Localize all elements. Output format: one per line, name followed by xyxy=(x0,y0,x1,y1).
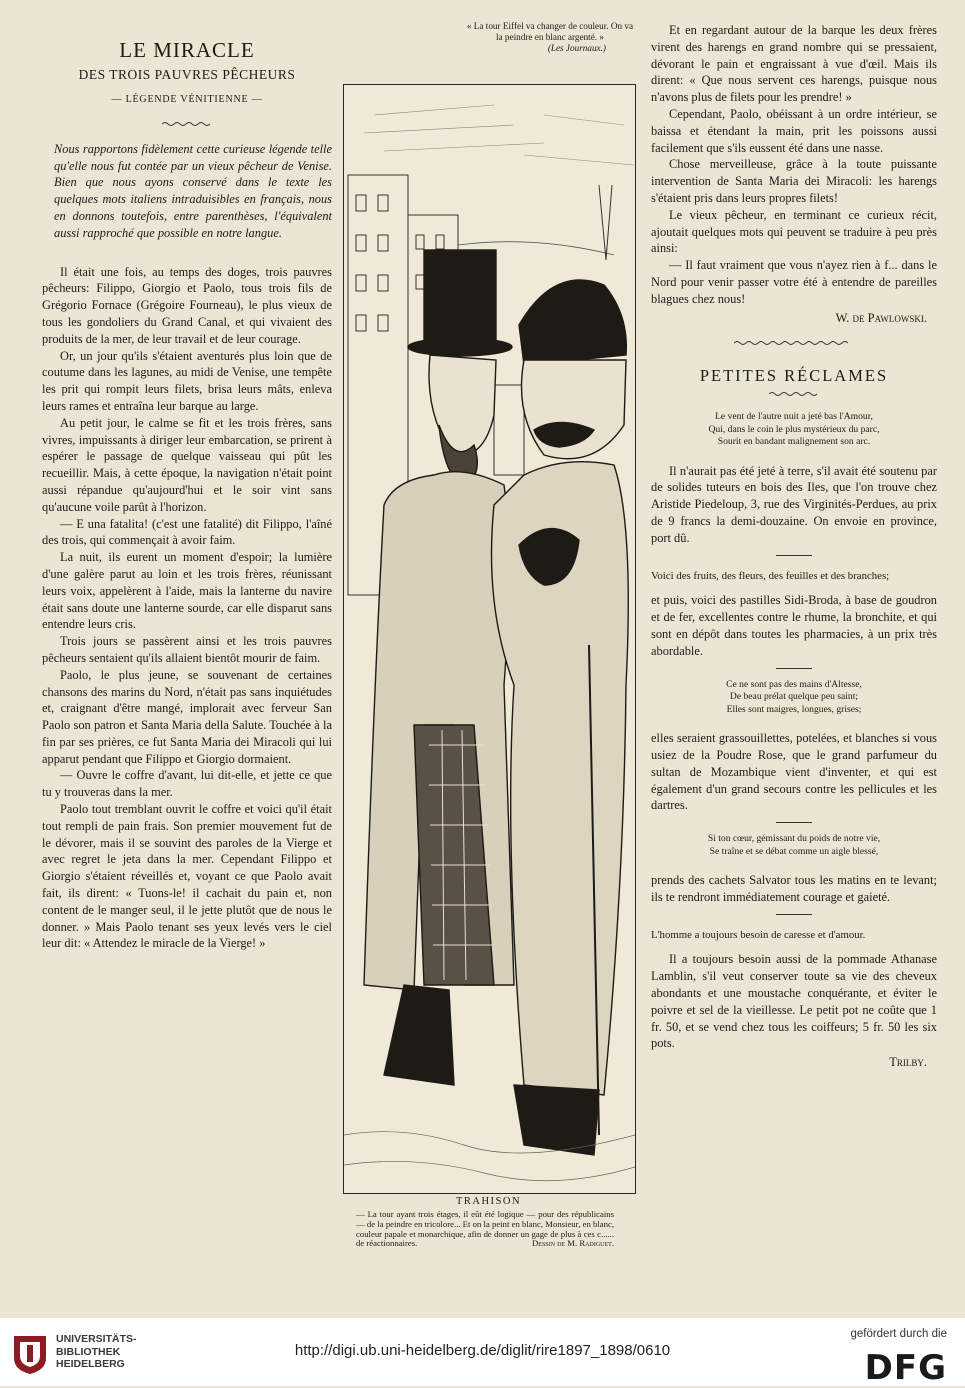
body-paragraph: Il était une fois, au temps des doges, trois pauvres pêcheurs: Filippo, Giorgio et Paolo, tous trois fils de Grégorio Fornace (Grégoire Fourneau), le plus vieux de tous les gondoliers du Grand Canal, et qui vivaient des produits de la mer, de leur travail et de leur courage. xyxy=(42,264,332,346)
verse-block xyxy=(651,679,937,717)
cartoon-title: TRAHISON xyxy=(455,1196,522,1207)
squiggle-divider xyxy=(734,340,854,346)
article-kicker: — LÉGENDE VÉNITIENNE — xyxy=(111,94,263,105)
body-paragraph: Cependant, Paolo, obéissant à un ordre intérieur, se baissa et étendant la main, prit les poissons aussi facilement que s'ils eussent été dans une nasse. xyxy=(651,106,937,155)
institution-line: BIBLIOTHEK xyxy=(56,1345,121,1358)
caption-credit: Dessin de M. Radiguet. xyxy=(532,1238,614,1249)
body-paragraph: — E una fatalita! (c'est une fatalité) dit Filippo, l'aîné des trois, qui commençait à avoir faim. xyxy=(42,516,332,548)
divider xyxy=(776,668,812,669)
verse-block xyxy=(651,833,937,858)
verse-line: Voici des fruits, des fleurs, des feuilles et des branches; xyxy=(651,569,890,582)
body-paragraph: — Il faut vraiment que vous n'ayez rien à f... dans le Nord pour venir passer votre été à entendre de pareilles blagues chez nous! xyxy=(651,258,937,306)
author-signature: W. de Pawlowski. xyxy=(835,310,927,325)
caption-text: — La tour ayant trois étages, il eût été logique — pour des républicains — de la peindre en tricolore... Et on la peint en blanc, Monsieur, en blanc, couleur papale et monarchique, afin de donner un gage de plus à ces c...... de réactionnaires. xyxy=(356,1209,614,1249)
verse-line: De beau prélat quelque peu saint; xyxy=(729,691,859,703)
advert-paragraph: prends des cachets Salvator tous les matins en te levant; ils te rendront immédiatement courage et gaieté. xyxy=(651,873,937,904)
right-column xyxy=(651,22,937,1071)
dfg-logo: DFG xyxy=(864,1348,947,1388)
squiggle-ornament xyxy=(162,121,212,127)
permalink[interactable]: http://digi.ub.uni-heidelberg.de/diglit/rire1897_1898/0610 xyxy=(294,1342,671,1359)
epigraph-text: « La tour Eiffel va changer de couleur. On va la peindre en blanc argenté. » xyxy=(466,21,634,42)
advert-paragraph: Il a toujours besoin aussi de la pommade Athanase Lamblin, s'il veut conserver toute sa vie des cheveux abondants et une moustache conquérante, et éviter le poivre et sel de la vieillesse. Le petit pot ne coûte que 1 fr. 50, et se vend chez tous les coiffeurs; 5 fr. 50 les six pots. xyxy=(651,952,937,1051)
body-paragraph: Paolo, le plus jeune, se souvenant de certaines chansons des marins du Nord, n'était pas sans inquiétudes et, craignant d'être mangé, implorait avec ferveur San Paolo son patron et Santa Maria della Salute. Touchée à la fin par ses prières, ce fut Santa Maria dei Miracoli qui lui apparut pendant que Filippo et Giorgio dormaient. xyxy=(42,667,332,766)
verse-block xyxy=(651,411,937,449)
digitization-footer xyxy=(0,1318,965,1386)
cartoon-illustration xyxy=(343,84,636,1194)
institution-line: UNIVERSITÄTS- xyxy=(56,1333,137,1345)
body-paragraph: Le vieux pêcheur, en terminant ce curieux récit, ajoutait quelques mots qui peuvent se traduire à peu près ainsi: xyxy=(651,207,937,256)
verse-line: L'homme a toujours besoin de caresse et d'amour. xyxy=(651,928,866,941)
squiggle-ornament xyxy=(769,391,819,397)
verse-line: Ce ne sont pas des mains d'Altesse, xyxy=(726,678,862,690)
cartoon-caption xyxy=(356,1210,614,1249)
article-continuation xyxy=(651,22,937,308)
left-column xyxy=(42,36,332,952)
article-body xyxy=(42,264,332,953)
verse-line: Le vent de l'autre nuit a jeté bas l'Amour, xyxy=(715,411,873,423)
verse-line: Sourit en bandant malignement son arc. xyxy=(717,436,871,448)
body-paragraph: Or, un jour qu'ils s'étaient aventurés plus loin que de coutume dans les lagunes, au midi de Venise, une tempête les prit qui rompit leurs filets, brisa leurs mâts, enleva leurs rames et entraîna leur barque au large. xyxy=(42,348,332,413)
institution-line: HEIDELBERG xyxy=(56,1358,125,1370)
divider xyxy=(776,914,812,915)
advert-paragraph: et puis, voici des pastilles Sidi-Broda, à base de goudron et de fer, excellentes contre le rhume, la bronchite, et qui sont en dépôt dans toutes les pharmacies, à un prix très abordable. xyxy=(651,593,937,658)
article-subtitle: DES TROIS PAUVRES PÊCHEURS xyxy=(78,67,296,82)
verse-line: Si ton cœur, gémissant du poids de notre vie, xyxy=(707,833,881,845)
section-title: PETITES RÉCLAMES xyxy=(699,366,889,386)
verse-line: Qui, dans le coin le plus mystérieux du parc, xyxy=(708,423,880,435)
article-title: LE MIRACLE xyxy=(119,38,255,62)
epigraph-source: (Les Journaux.) xyxy=(547,42,606,53)
funding-note: gefördert durch die xyxy=(850,1328,947,1340)
author-signature: Trilby. xyxy=(889,1055,927,1070)
body-paragraph: Trois jours se passèrent ainsi et les trois pauvres pêcheurs sentaient qu'ils allaient bientôt mourir de faim. xyxy=(42,634,332,665)
body-paragraph: Au petit jour, le calme se fit et les trois frères, sans vivres, impuissants à diriger leur embarcation, se prirent à espérer le passage de quelque vaisseau qui pût les recueillir. Mais, à cette époque, la navigation n'était point aussi répandue qu'aujourd'hui et le soir vint sans qu'aucune voile parût à l'horizon. xyxy=(42,415,332,514)
cartoon-drawing xyxy=(344,85,635,1193)
divider xyxy=(776,822,812,823)
body-paragraph: Paolo tout tremblant ouvrit le coffre et voici qu'il était tout rempli de pain frais. Son premier mouvement fut de le dévorer, mais il se souvint des paroles de la Vierge et avec regret le jeta dans la mer. Cependant Filippo et Giorgio s'étaient réveillés et, voyant ce que Paolo avait fait, ils dirent: « Tuons-le! il cachait du pain et, non content de le manger seul, il le jette plutôt que de nous le donner. » Mais Paolo tenant ses yeux levés vers le ciel leur dit: « Attendez le miracle de la Vierge! » xyxy=(42,802,332,951)
intro-text: Nous rapportons fidèlement cette curieuse légende telle qu'elle nous fut contée par un vieux pêcheur de Venise. Bien que nous ayons conservé dans le texte les quelques mots italiens intraduisibles en français, nous en donnons toutefois, entre parenthèses, l'équivalent aussi rapproché que possible en notre langue. xyxy=(54,141,332,240)
divider xyxy=(776,555,812,556)
verse-line: Se traîne et se débat comme un aigle blessé, xyxy=(709,845,879,857)
body-paragraph: La nuit, ils eurent un moment d'espoir; la lumière d'une galère parut au loin et les trois frères, réunissant leurs voix, appelèrent à l'aide, mais la lanterne du navire était sans doute une lanterne sourde, car elle disparut sans entendre leurs cris. xyxy=(42,550,332,632)
figure-stout-man xyxy=(492,280,629,1155)
article-intro xyxy=(42,141,332,242)
verse-line: Elles sont maigres, longues, grises; xyxy=(726,703,862,715)
illustration-epigraph xyxy=(466,21,634,53)
body-paragraph: Chose merveilleuse, grâce à la toute puissante intervention de Santa Maria dei Miracoli: les harengs s'étaient pris dans leurs propres filets! xyxy=(651,157,937,205)
advert-paragraph: Il n'aurait pas été jeté à terre, s'il avait été soutenu par de solides tuteurs en bois des Iles, que l'on trouve chez Aristide Piedeloup, 3, rue des Virginités-Perdues, au prix de 9 francs la demi-douzaine. On envoie en province, port dû. xyxy=(651,463,937,545)
advert-paragraph: elles seraient grassouillettes, potelées, et blanches si vous usiez de la Poudre Rose, que le grand parfumeur du sultan de Mozambique vient d'inventer, et qui est également d'un grand secours contre les pellicules et les dartres. xyxy=(651,731,937,813)
figure-tall-man xyxy=(364,250,514,1085)
body-paragraph: Et en regardant autour de la barque les deux frères virent des harengs en grand nombre qui se pressaient, dévorant le pain et engraissant à vue d'œil. Mais ils dirent: « Que nous servent ces harengs, puisque nous n'avons plus de filets pour les prendre! » xyxy=(651,23,937,105)
body-paragraph: — Ouvre le coffre d'avant, lui dit-elle, et jette ce que tu y trouveras dans la mer. xyxy=(42,768,332,800)
